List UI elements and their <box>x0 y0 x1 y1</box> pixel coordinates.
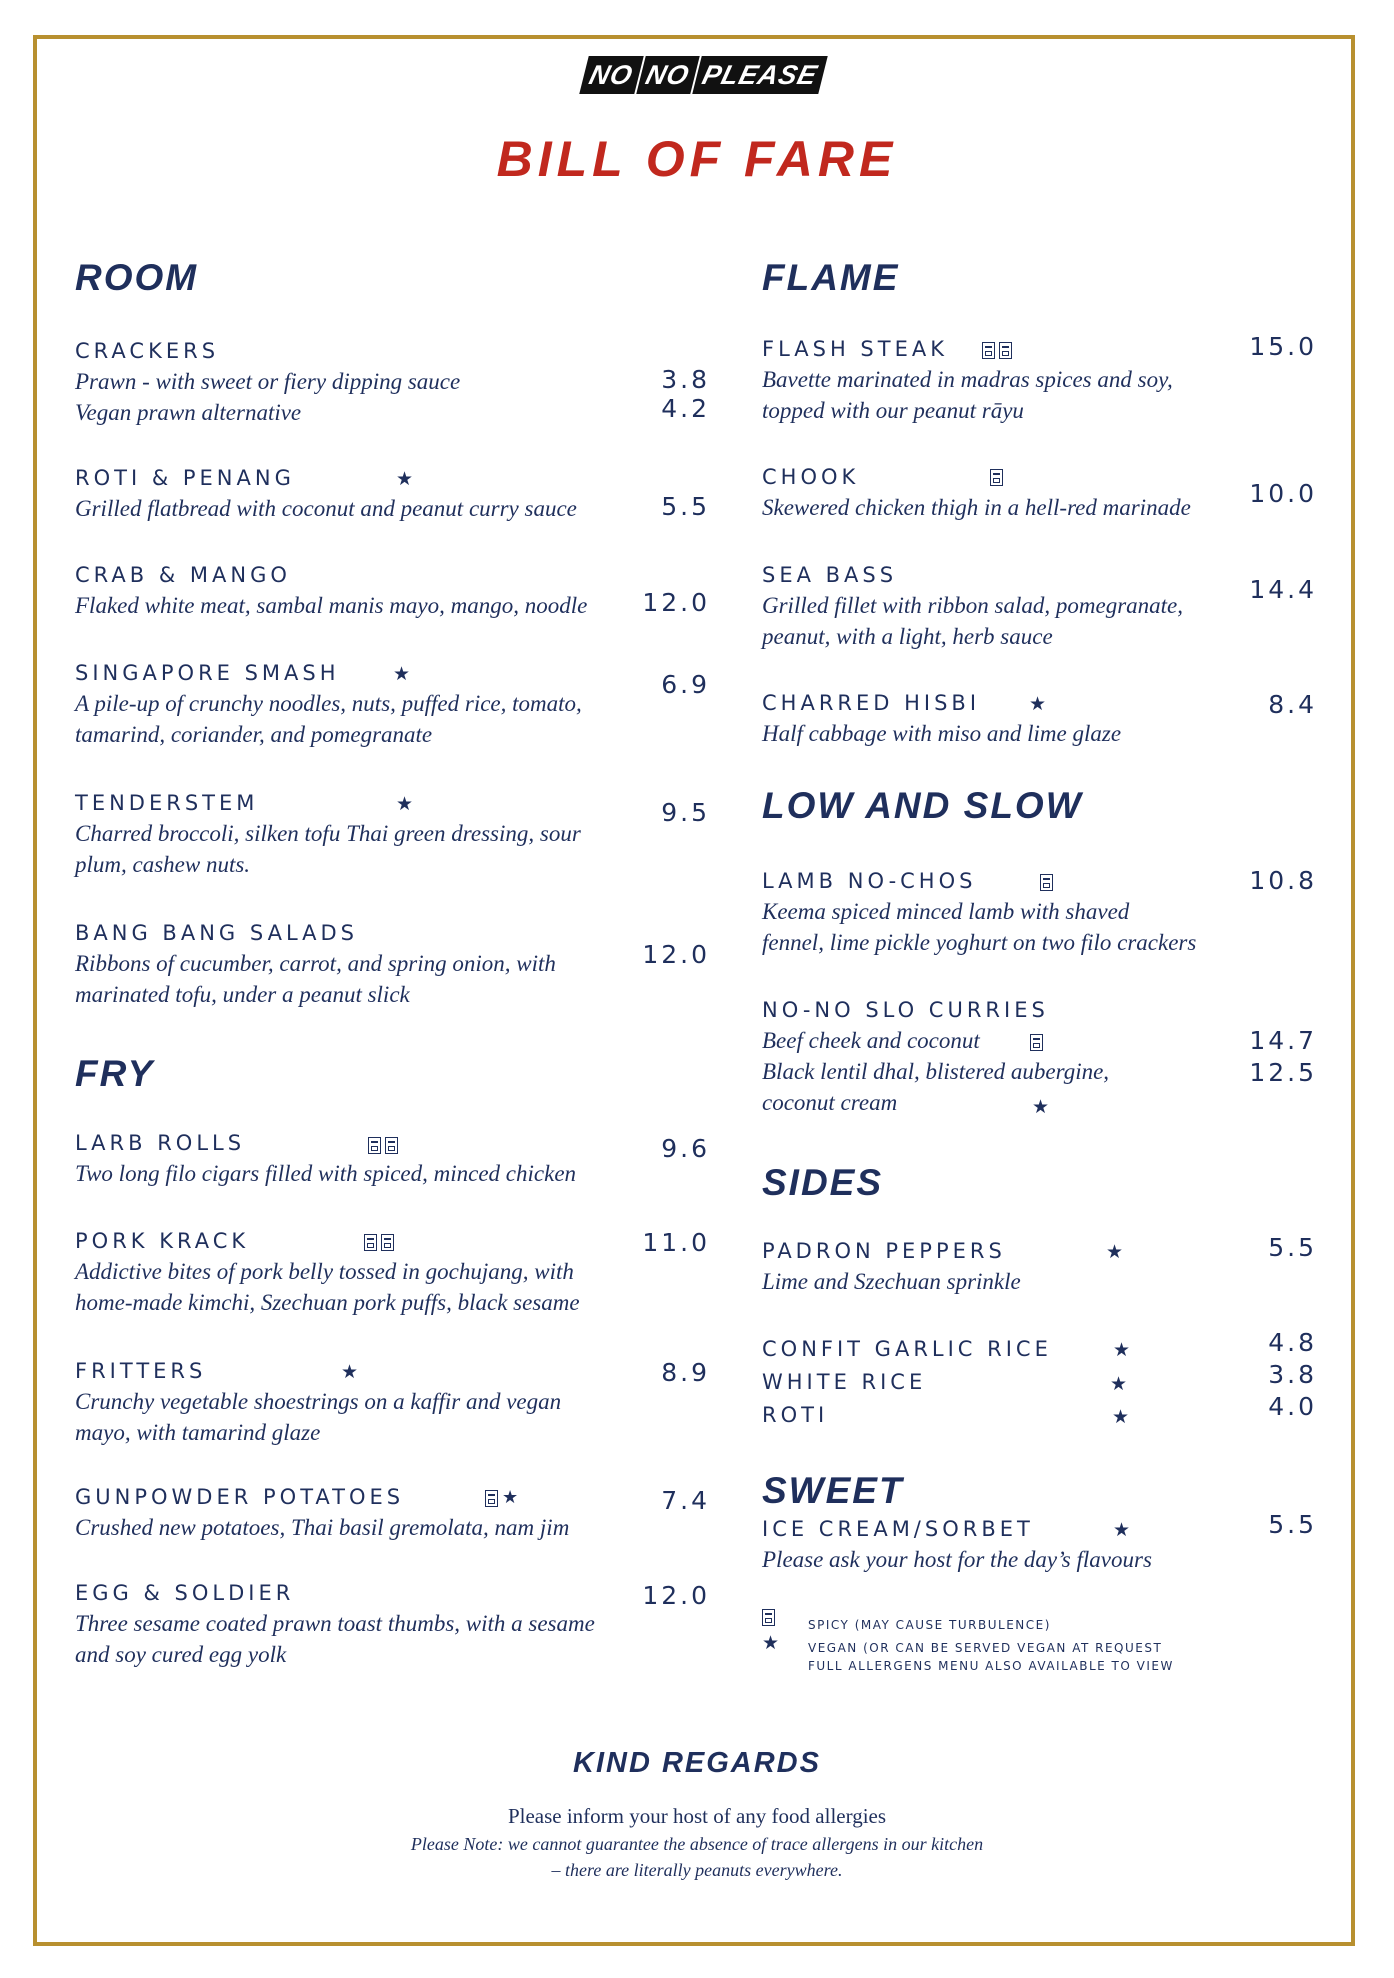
item-desc: A pile-up of crunchy noodles, nuts, puffed rice, tomato, <box>75 691 582 716</box>
section-fry: FRY <box>75 1053 155 1094</box>
item-desc: Addictive bites of pork belly tossed in gochujang, with <box>75 1259 574 1284</box>
item-price: 14.4 <box>1249 575 1317 604</box>
item-desc: Two long filo cigars filled with spiced, minced chicken <box>75 1161 577 1186</box>
item-roti-penang <box>75 463 577 524</box>
item-desc: Half cabbage with miso and lime glaze <box>762 721 1122 746</box>
item-desc: and soy cured egg yolk <box>75 1642 287 1667</box>
item-bang-bang-salads <box>75 918 556 1010</box>
vegan-star-icon: ★ <box>341 1362 362 1383</box>
item-desc: Lime and Szechuan sprinkle <box>762 1269 1021 1294</box>
item-white-rice <box>762 1367 926 1397</box>
footer-heading: KIND REGARDS <box>573 1747 821 1779</box>
item-price: 10.8 <box>1249 866 1317 895</box>
item-confit-garlic-rice <box>762 1334 1052 1364</box>
legend-spicy: SPICY (MAY CAUSE TURBULENCE) <box>808 1618 1051 1632</box>
section-flame: FLAME <box>762 257 900 298</box>
vegan-star-icon: ★ <box>393 664 414 685</box>
logo-word-2: NO <box>636 56 700 94</box>
item-desc: topped with our peanut rāyu <box>762 398 1024 423</box>
item-name: NO-NO SLO CURRIES <box>762 998 1049 1022</box>
item-price: 7.4 <box>661 1486 710 1515</box>
item-chook <box>762 462 1191 523</box>
item-price: 5.5 <box>1268 1510 1317 1539</box>
vegan-star-icon: ★ <box>396 794 417 815</box>
item-name: FRITTERS <box>75 1359 207 1383</box>
item-name: WHITE RICE <box>762 1370 927 1394</box>
spicy-chili-icon <box>762 1606 779 1628</box>
spicy-chili-icon <box>368 1134 402 1156</box>
item-price: 15.0 <box>1249 332 1317 361</box>
legend-vegan: VEGAN (OR CAN BE SERVED VEGAN AT REQUEST <box>808 1641 1163 1655</box>
item-desc: coconut cream <box>762 1090 898 1115</box>
item-desc: Grilled flatbread with coconut and peanut curry sauce <box>75 496 577 521</box>
item-name: CRACKERS <box>75 339 220 363</box>
item-desc: Charred broccoli, silken tofu Thai green dressing, sour <box>75 821 581 846</box>
item-name: SINGAPORE SMASH <box>75 661 340 685</box>
item-desc: Vegan prawn alternative <box>75 400 302 425</box>
item-crab-mango <box>75 560 587 621</box>
item-name: ROTI <box>762 1403 829 1427</box>
footer-disclaimer-line: – there are literally peanuts everywhere. <box>551 1860 843 1880</box>
item-price: 4.2 <box>661 394 710 423</box>
item-name: BANG BANG SALADS <box>75 921 358 945</box>
item-name: PADRON PEPPERS <box>762 1239 1006 1263</box>
item-name: FLASH STEAK <box>762 337 948 361</box>
section-sweet: SWEET <box>762 1470 904 1511</box>
item-desc: Black lentil dhal, blistered aubergine, <box>762 1059 1110 1084</box>
item-price: 3.8 <box>1268 1360 1317 1389</box>
section-sides: SIDES <box>762 1162 884 1203</box>
section-room: ROOM <box>75 257 199 298</box>
item-name: LARB ROLLS <box>75 1131 246 1155</box>
section-low-and-slow: LOW AND SLOW <box>762 785 1083 826</box>
vegan-star-icon: ★ <box>1113 1520 1134 1541</box>
item-name: CHOOK <box>762 465 860 489</box>
footer-disclaimer <box>0 1831 1394 1883</box>
item-price: 9.5 <box>661 798 710 827</box>
item-desc: Crunchy vegetable shoestrings on a kaffir and vegan <box>75 1389 562 1414</box>
item-price: 5.5 <box>661 492 710 521</box>
item-desc: Ribbons of cucumber, carrot, and spring onion, with <box>75 951 556 976</box>
footer-allergy-note: Please inform your host of any food allergies <box>507 1804 887 1828</box>
vegan-star-icon: ★ <box>1029 694 1050 715</box>
item-price: 12.5 <box>1249 1058 1317 1087</box>
vegan-star-icon: ★ <box>762 1633 783 1654</box>
logo-word-1: NO <box>579 56 643 94</box>
item-desc: fennel, lime pickle yoghurt on two filo crackers <box>762 930 1197 955</box>
item-larb-rolls <box>75 1128 576 1189</box>
logo <box>579 56 840 94</box>
item-price: 8.9 <box>661 1358 710 1387</box>
item-price: 14.7 <box>1249 1026 1317 1055</box>
item-name: CRAB & MANGO <box>75 563 291 587</box>
spicy-chili-icon <box>364 1231 398 1253</box>
spicy-chili-icon <box>1040 871 1057 893</box>
item-egg-soldier <box>75 1578 595 1670</box>
legend-allergens: FULL ALLERGENS MENU ALSO AVAILABLE TO VIEW <box>808 1659 1174 1673</box>
vegan-star-icon: ★ <box>1032 1097 1053 1118</box>
item-desc: tamarind, coriander, and pomegranate <box>75 722 433 747</box>
vegan-star-icon: ★ <box>1113 1340 1134 1361</box>
item-flash-steak <box>762 334 1173 426</box>
item-price: 3.8 <box>661 365 710 394</box>
item-name: CHARRED HISBI <box>762 691 981 715</box>
item-tenderstem <box>75 788 581 880</box>
item-price: 12.0 <box>642 588 710 617</box>
item-price: 12.0 <box>642 940 710 969</box>
footer-disclaimer-line: Please Note: we cannot guarantee the absence of trace allergens in our kitchen <box>410 1834 984 1854</box>
item-desc: peanut, with a light, herb sauce <box>762 624 1053 649</box>
item-name: ROTI & PENANG <box>75 466 295 490</box>
item-desc: Beef cheek and coconut <box>762 1028 980 1053</box>
item-price: 4.0 <box>1268 1392 1317 1421</box>
item-sea-bass <box>762 560 1183 652</box>
item-desc: Please ask your host for the day’s flavours <box>762 1547 1152 1572</box>
vegan-star-icon: ★ <box>1110 1374 1131 1395</box>
vegan-star-icon: ★ <box>396 469 417 490</box>
spicy-chili-icon <box>990 466 1007 488</box>
item-price: 10.0 <box>1249 479 1317 508</box>
item-name: GUNPOWDER POTATOES <box>75 1485 405 1509</box>
item-desc: Skewered chicken thigh in a hell-red marinade <box>762 495 1191 520</box>
spicy-chili-icon <box>485 1490 498 1507</box>
item-price: 4.8 <box>1268 1328 1317 1357</box>
item-singapore-smash <box>75 658 582 750</box>
item-price: 11.0 <box>642 1228 710 1257</box>
item-desc: Crushed new potatoes, Thai basil gremolata, nam jim <box>75 1515 570 1540</box>
item-name: TENDERSTEM <box>75 791 259 815</box>
item-name: ICE CREAM/SORBET <box>762 1517 1034 1541</box>
item-name: CONFIT GARLIC RICE <box>762 1337 1052 1361</box>
item-roti <box>762 1400 828 1430</box>
item-name: LAMB NO-CHOS <box>762 869 977 893</box>
item-charred-hisbi <box>762 688 1121 749</box>
page-title: BILL OF FARE <box>496 131 898 187</box>
item-price: 8.4 <box>1268 690 1317 719</box>
item-fritters <box>75 1356 561 1448</box>
item-ice-cream-sorbet <box>762 1514 1152 1575</box>
item-desc: Prawn - with sweet or fiery dipping sauce <box>75 369 461 394</box>
item-price: 9.6 <box>661 1134 710 1163</box>
item-price: 6.9 <box>661 670 710 699</box>
item-pork-krack <box>75 1226 580 1318</box>
item-padron-peppers <box>762 1236 1021 1297</box>
item-no-no-slo-curries <box>762 995 1109 1118</box>
item-desc: Grilled fillet with ribbon salad, pomegranate, <box>762 593 1184 618</box>
spicy-chili-icon <box>1030 1031 1047 1053</box>
item-desc: Flaked white meat, sambal manis mayo, mango, noodle <box>75 593 588 618</box>
item-crackers <box>75 336 460 428</box>
item-desc: Keema spiced minced lamb with shaved <box>762 899 1130 924</box>
item-desc: marinated tofu, under a peanut slick <box>75 982 410 1007</box>
item-lamb-no-chos <box>762 866 1196 958</box>
item-price: 5.5 <box>1268 1233 1317 1262</box>
vegan-star-icon: ★ <box>1106 1242 1127 1263</box>
logo-word-3: PLEASE <box>692 56 828 94</box>
item-name: SEA BASS <box>762 563 898 587</box>
item-desc: plum, cashew nuts. <box>75 852 251 877</box>
item-desc: Three sesame coated prawn toast thumbs, with a sesame <box>75 1611 595 1636</box>
vegan-star-icon: ★ <box>502 1487 522 1507</box>
spicy-chili-icon <box>982 339 1016 361</box>
spicy-vegan-icons <box>485 1487 521 1509</box>
item-price: 12.0 <box>642 1581 710 1610</box>
vegan-star-icon: ★ <box>1112 1407 1133 1428</box>
item-desc: Bavette marinated in madras spices and soy, <box>762 367 1173 392</box>
item-desc: mayo, with tamarind glaze <box>75 1420 321 1445</box>
item-desc: home-made kimchi, Szechuan pork puffs, black sesame <box>75 1290 580 1315</box>
item-name: PORK KRACK <box>75 1229 250 1253</box>
item-name: EGG & SOLDIER <box>75 1581 295 1605</box>
